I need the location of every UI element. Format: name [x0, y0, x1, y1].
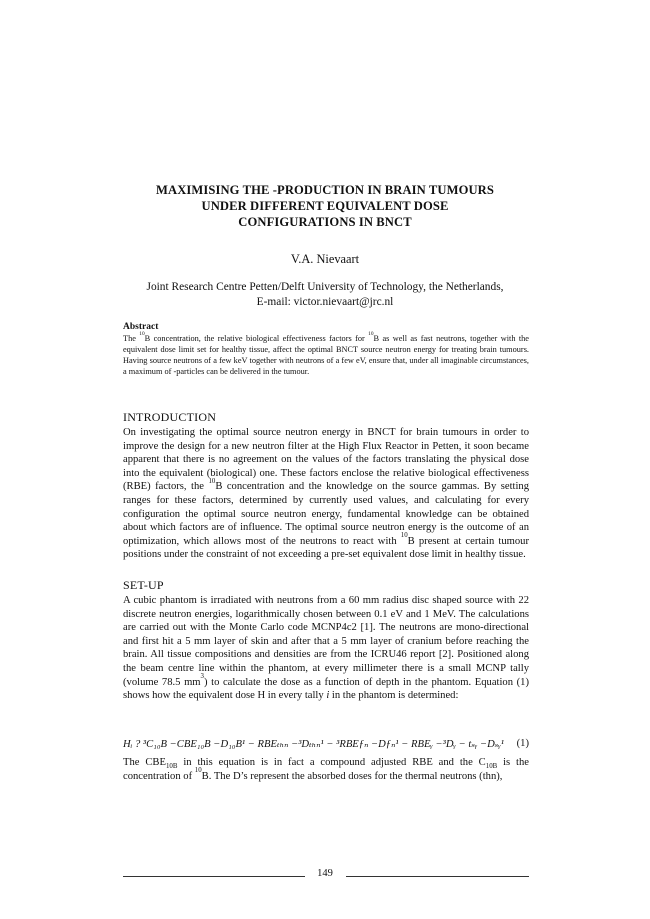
introduction-text-part: B concentration and the knowledge on the source gammas. By setting ranges for these factors, determined by currently used values, and calculating for every configuration the optimal source neutron energy, fundamental knowledge can be obtained about which factors are of influence. The optimal source neutron energy is the outcome of an optimization, which allows most of the neutrons to react with — [123, 481, 529, 547]
closing-text-part: The CBE — [123, 757, 166, 768]
abstract-heading: Abstract — [123, 322, 159, 332]
equation-1 — [123, 738, 529, 754]
abstract-text-part: The — [123, 334, 140, 343]
paper-title — [120, 182, 530, 230]
isotope-superscript: 10 — [194, 766, 202, 774]
setup-paragraph — [123, 594, 529, 703]
isotope-superscript: 10 — [400, 532, 408, 540]
title-line-2: UNDER DIFFERENT EQUIVALENT DOSE — [201, 199, 449, 213]
equation-number: (1) — [516, 738, 529, 749]
author-email: E-mail: victor.nievaart@jrc.nl — [256, 296, 394, 308]
introduction-text-part: On investigating the optimal source neutron energy in BNCT for brain tumours in order to improve the design for a new neutron filter at the High Flux Reactor in Petten, it soon became apparent that there is no agreement on the values of the factors translating the physical dose into the equivalent (biological) one. These factors enclose the relative biological effectiveness (RBE) factors, the — [123, 427, 529, 493]
abstract-text-part: B concentration, the relative biological effectiveness factors for — [144, 334, 369, 343]
title-line-3: CONFIGURATIONS IN BNCT — [238, 215, 412, 229]
isotope-superscript: 10 — [208, 477, 216, 485]
footer-rule-right — [346, 876, 529, 877]
author-name: V.A. Nievaart — [290, 252, 360, 266]
abstract-text-part: B as well as fast neutrons, together with the equivalent dose limit set for healthy tissue, affect the optimal BNCT source neutron energy for treating brain tumours. Having source neutrons of a few keV together with neutrons of a few eV, ensure that, under all imaginable circumstances, a maximum of -particles can be delivered in the tumour. — [123, 334, 529, 376]
setup-text-part: A cubic phantom is irradiated with neutrons from a 60 mm radius disc shaped source with 22 discrete neutron energies, logarithmically chosen between 0.1 eV and 1 MeV. The calculations are carried out with the Monte Carlo code MCNP4c2 [1]. The neutrons are mono-directional and first hit a 5 mm layer of skin and after that a 5 mm layer of cranium before reaching the brain. All tissue compositions and densities are from the ICRU46 report [2]. Positioned along the beam centre line within the phantom, at every millimeter there is a small MCNP tally (volume 78.5 mm — [123, 595, 529, 688]
subscript: 10B — [165, 763, 178, 771]
isotope-superscript: 10 — [368, 331, 374, 338]
closing-text-part: is the concentration of — [123, 757, 529, 782]
equation-body: Hᵢ ? ³C₁₀B −CBE₁₀B −D₁₀B¹ − RBEₜₕₙ −³Dₜₕₙ¹ − ³RBEƒₙ −Dƒₙ¹ − RBEᵧ −³Dᵧ − tₛᵧ −Dₛᵧ¹ — [123, 739, 504, 750]
affiliation: Joint Research Centre Petten/Delft University of Technology, the Netherlands, — [146, 281, 504, 293]
closing-text-part: B. The D’s represent the absorbed doses for the thermal neutrons (thn), — [201, 770, 503, 782]
unit-superscript: 3 — [200, 672, 204, 680]
closing-text-part: in this equation is in fact a compound adjusted RBE and the C — [177, 757, 486, 768]
setup-text-part: ) to calculate the dose as a function of depth in the phantom. Equation (1) shows how the equivalent dose H in every tally — [123, 676, 529, 702]
introduction-paragraph — [123, 426, 529, 562]
introduction-text-part: B present at certain tumour positions under the constraint of not exceeding a pre-set equivalent dose limit in healthy tissue. — [123, 535, 529, 561]
section-heading-setup: SET-UP — [123, 578, 164, 592]
affiliation-block — [0, 280, 650, 310]
isotope-superscript: 10 — [139, 331, 145, 338]
title-line-1: MAXIMISING THE -PRODUCTION IN BRAIN TUMOURS — [156, 183, 494, 197]
subscript: 10B — [485, 763, 498, 771]
setup-text-part: in the phantom is determined: — [329, 690, 459, 702]
section-heading-introduction: INTRODUCTION — [123, 410, 217, 424]
closing-paragraph — [123, 756, 529, 783]
page-number: 149 — [317, 868, 333, 879]
abstract-text — [123, 333, 529, 377]
tally-index: i — [326, 690, 330, 702]
